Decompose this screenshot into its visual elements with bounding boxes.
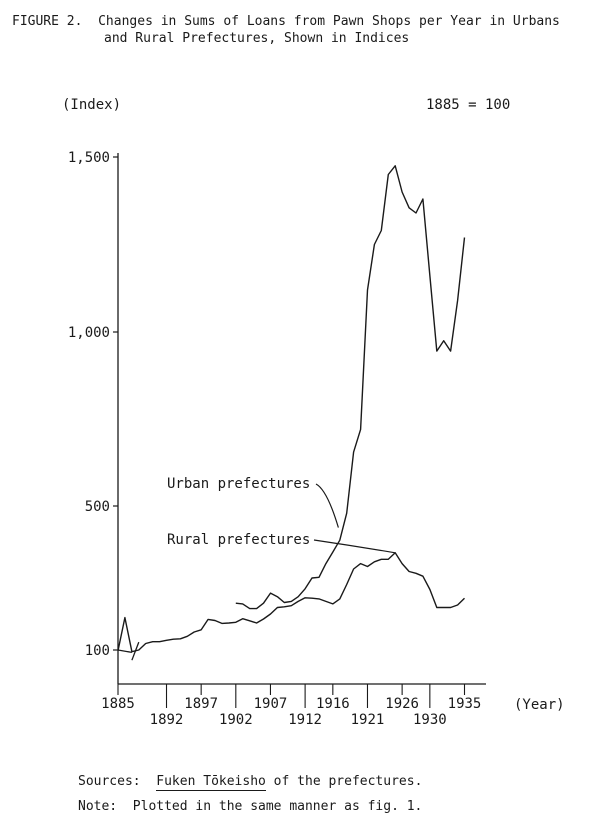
sources-line	[78, 774, 422, 789]
y-tick-label: 1,500	[67, 150, 110, 166]
figure-number: FIGURE 2.	[12, 14, 83, 29]
note-text: Plotted in the same manner as fig. 1.	[132, 799, 423, 814]
x-tick-label: 1912	[288, 712, 322, 728]
y-axis-title: (Index)	[62, 97, 122, 113]
chart-series	[118, 166, 465, 660]
urban-label-leader	[316, 484, 338, 528]
x-axis-title: (Year)	[514, 697, 565, 713]
x-tick-label: 1926	[385, 696, 419, 712]
rural-label-leader	[314, 540, 395, 553]
x-tick-label: 1902	[218, 712, 253, 728]
note-line	[78, 799, 422, 814]
note-label: Note:	[78, 799, 118, 814]
y-tick-label: 1,000	[67, 325, 110, 341]
rural-prefectures-line	[118, 553, 465, 652]
chart-axes	[118, 153, 486, 684]
early-series-segment	[118, 650, 132, 652]
sources-rest: of the prefectures.	[265, 774, 423, 789]
x-tick-label: 1907	[253, 696, 288, 712]
x-tick-label: 1935	[447, 696, 482, 712]
x-tick-label: 1921	[350, 712, 385, 728]
x-tick-label: 1885	[101, 696, 135, 712]
y-tick-label: 500	[84, 499, 110, 515]
sources-label: Sources:	[78, 774, 141, 789]
x-tick-label: 1916	[315, 696, 350, 712]
urban-prefectures-label: Urban prefectures	[167, 476, 311, 492]
y-tick-label: 100	[84, 643, 110, 659]
figure-title-line-2: and Rural Prefectures, Shown in Indices	[104, 31, 410, 46]
base-note: 1885 = 100	[426, 97, 511, 113]
figure-title: Changes in Sums of Loans from Pawn Shops per Year in Urbans	[98, 14, 560, 29]
rural-prefectures-label: Rural prefectures	[167, 532, 311, 548]
x-tick-label: 1897	[184, 696, 219, 712]
x-tick-label: 1930	[412, 712, 447, 728]
sources-title: Fuken Tōkeisho	[156, 774, 266, 789]
chart-labels	[62, 97, 565, 713]
x-tick-label: 1892	[149, 712, 184, 728]
